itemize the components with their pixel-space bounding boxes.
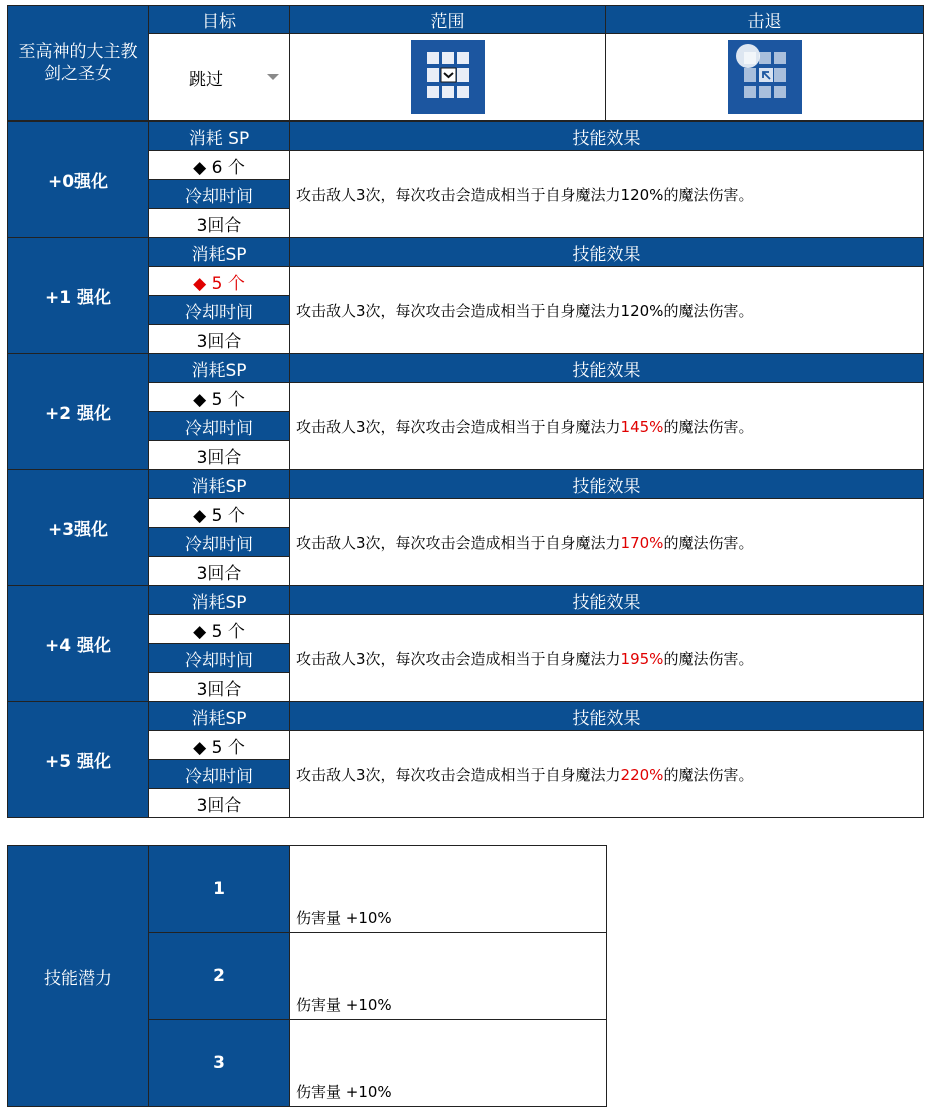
cooldown-header: 冷却时间 [149,528,290,557]
effect-text-end: 的魔法伤害。 [663,417,754,436]
effect-header: 技能效果 [290,122,924,151]
effect-percent: 120% [620,185,664,204]
effect-text: 攻击敌人3次，每次攻击会造成相当于自身魔法力 [296,533,621,552]
cooldown-value: 3回合 [149,673,290,702]
effect-text-end: 的魔法伤害。 [663,765,754,784]
cooldown-value: 3回合 [149,789,290,818]
knockback-header: 击退 [606,6,924,34]
effect-header: 技能效果 [290,470,924,499]
skill-name: 至高神的大主教 剑之圣女 [8,6,149,121]
effect-text: 攻击敌人3次，每次攻击会造成相当于自身魔法力 [296,417,621,436]
effect-percent: 145% [620,417,664,436]
cooldown-value: 3回合 [149,557,290,586]
level-table [7,701,924,818]
cooldown-value: 3回合 [149,325,290,354]
potential-label: 技能潜力 [8,846,149,1107]
effect-description [290,151,924,238]
target-header: 目标 [149,6,290,34]
potential-text: 伤害量 +10% [296,1083,392,1101]
potential-index: 2 [149,933,290,1020]
sp-header: 消耗SP [149,238,290,267]
effect-percent: 170% [620,533,664,552]
range-header: 范围 [290,6,606,34]
level-label: +2 强化 [8,354,149,470]
level-table [7,585,924,702]
sp-value: ◆ 5 个 [149,267,290,296]
effect-text-end: 的魔法伤害。 [663,185,754,204]
chevron-down-icon [267,74,279,80]
sp-value: ◆ 5 个 [149,383,290,412]
cooldown-header: 冷却时间 [149,296,290,325]
target-select[interactable] [149,65,289,90]
sp-value: ◆ 5 个 [149,731,290,760]
sp-value: ◆ 5 个 [149,499,290,528]
level-label: +0强化 [8,122,149,238]
effect-description [290,499,924,586]
skill-header-table [7,5,924,121]
cooldown-header: 冷却时间 [149,760,290,789]
potential-index: 3 [149,1020,290,1107]
potential-text: 伤害量 +10% [296,996,392,1014]
effect-percent: 220% [620,765,664,784]
target-value: 跳过 [189,69,223,90]
knockback-cell [606,34,924,121]
potential-index: 1 [149,846,290,933]
level-table [7,353,924,470]
cooldown-header: 冷却时间 [149,644,290,673]
range-cell [290,34,606,121]
effect-header: 技能效果 [290,586,924,615]
effect-header: 技能效果 [290,354,924,383]
level-table [7,237,924,354]
potential-effect [290,933,607,1020]
level-table [7,121,924,238]
level-table [7,469,924,586]
cooldown-header: 冷却时间 [149,412,290,441]
effect-text-end: 的魔法伤害。 [663,301,754,320]
level-label: +1 强化 [8,238,149,354]
sp-header: 消耗 SP [149,122,290,151]
effect-text: 攻击敌人3次，每次攻击会造成相当于自身魔法力 [296,765,621,784]
potential-text: 伤害量 +10% [296,909,392,927]
effect-description [290,267,924,354]
effect-header: 技能效果 [290,238,924,267]
effect-text: 攻击敌人3次，每次攻击会造成相当于自身魔法力 [296,301,621,320]
level-label: +4 强化 [8,586,149,702]
effect-text: 攻击敌人3次，每次攻击会造成相当于自身魔法力 [296,185,621,204]
sp-header: 消耗SP [149,586,290,615]
sp-header: 消耗SP [149,354,290,383]
sp-header: 消耗SP [149,470,290,499]
effect-header: 技能效果 [290,702,924,731]
potential-table [7,845,607,1107]
grid-range-icon [411,40,485,114]
sp-value: ◆ 6 个 [149,151,290,180]
sp-header: 消耗SP [149,702,290,731]
effect-description [290,731,924,818]
grid-knockback-icon [728,40,802,114]
effect-percent: 195% [620,649,664,668]
potential-effect [290,1020,607,1107]
effect-text-end: 的魔法伤害。 [663,649,754,668]
effect-description [290,615,924,702]
target-cell[interactable] [149,34,290,121]
cooldown-header: 冷却时间 [149,180,290,209]
cooldown-value: 3回合 [149,441,290,470]
sp-value: ◆ 5 个 [149,615,290,644]
level-label: +3强化 [8,470,149,586]
effect-text: 攻击敌人3次，每次攻击会造成相当于自身魔法力 [296,649,621,668]
cooldown-value: 3回合 [149,209,290,238]
effect-percent: 120% [620,301,664,320]
effect-description [290,383,924,470]
potential-effect [290,846,607,933]
effect-text-end: 的魔法伤害。 [663,533,754,552]
level-label: +5 强化 [8,702,149,818]
